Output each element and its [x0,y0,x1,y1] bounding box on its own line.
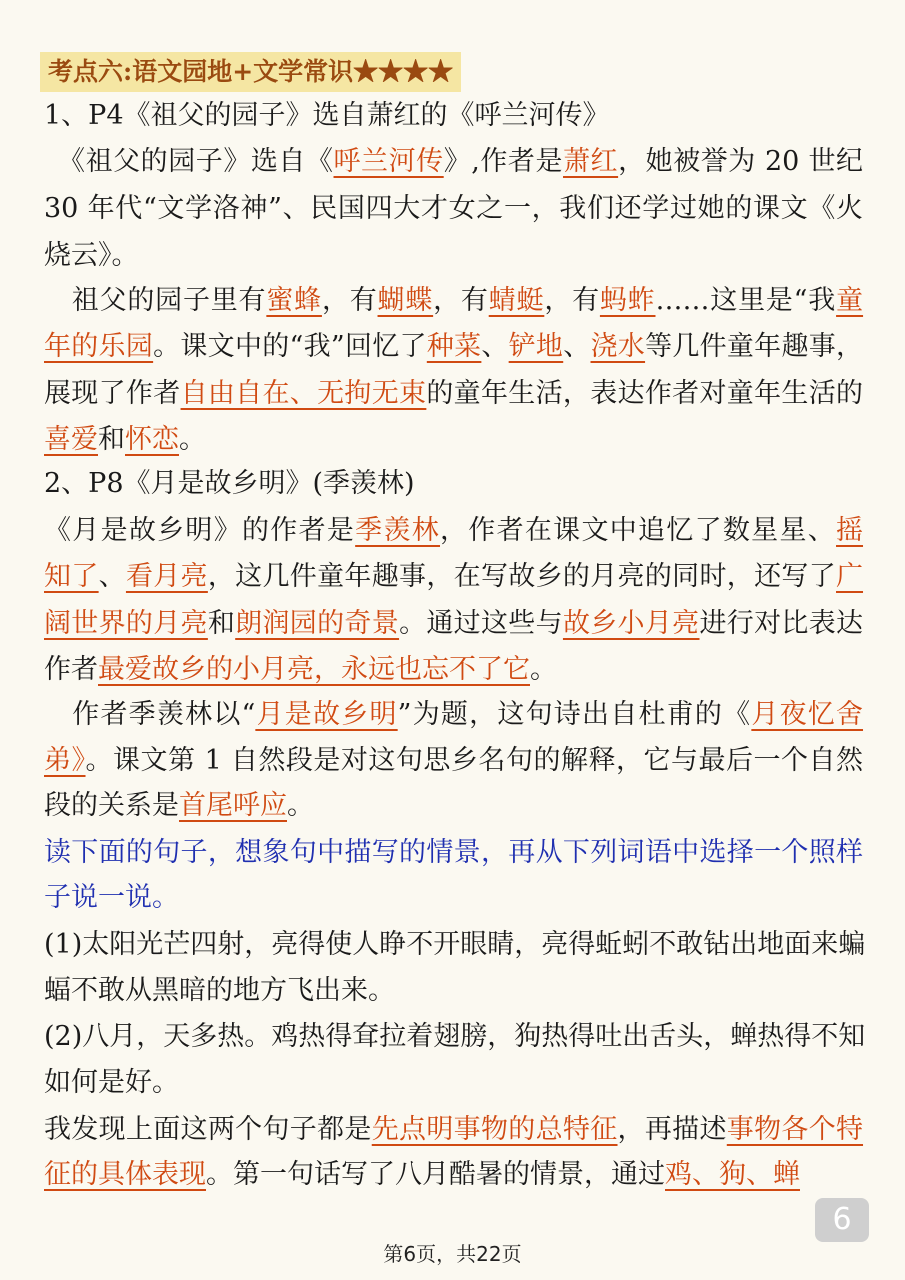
highlighted-answer: 阔世界的月亮 [44,608,208,639]
highlighted-answer: 喜爱 [44,424,98,455]
highlighted-answer: 种菜 [426,331,482,362]
text-line [44,833,863,877]
text-line [44,281,863,325]
text-segment: 等几件童年趣事， [645,331,864,362]
text-line [44,604,863,648]
page-number-badge: 6 [815,1198,869,1242]
text-line [44,971,863,1015]
text-segment: 和 [98,424,125,455]
text-line [44,1017,866,1061]
text-line [44,695,863,739]
text-segment: ，再描述 [617,1114,727,1145]
highlighted-answer: 首尾呼应 [179,790,287,821]
instruction-text: 读下面的句子，想象句中描写的情景，再从下列词语中选择一个照样 [44,837,863,868]
text-line [44,511,863,555]
highlighted-answer: 年的乐园 [44,331,154,362]
text-line [44,420,863,464]
highlighted-answer: 弟》 [44,745,86,776]
text-segment: (1)太阳光芒四射，亮得使人睁不开眼睛，亮得蚯蚓不敢钻出地面来蝙 [44,929,866,960]
text-segment: 。课文中的“我”回忆了 [153,331,427,362]
highlighted-answer: 摇 [836,515,864,546]
text-segment: 、 [481,331,509,362]
highlighted-answer: 蚂蚱 [599,285,656,316]
text-segment: 2、P8《月是故乡明》(季羡林) [44,468,415,499]
text-line [44,236,863,280]
text-segment: 、 [98,561,126,592]
highlighted-answer: 萧红 [563,146,619,177]
text-segment: 作者 [44,654,98,685]
text-line [44,142,863,186]
highlighted-answer: 自由自在、无拘无束 [180,378,427,409]
text-segment: 、 [563,331,591,362]
text-segment: 如何是好。 [44,1067,179,1098]
text-segment: ”为题，这句诗出自杜甫的《 [397,699,752,730]
text-segment: 《祖父的园子》选自《 [44,146,334,177]
highlighted-answer: 怀恋 [125,424,179,455]
highlighted-answer: 蜜蜂 [266,285,322,316]
text-line [44,189,863,233]
instruction-text: 子说一说。 [44,882,179,913]
text-segment: 。课文第 1 自然段是对这句思乡名句的解释，它与最后一个自然 [85,745,864,776]
text-segment: 》,作者是 [443,146,564,177]
text-segment: 。通过这些与 [399,608,563,639]
text-segment: ，作者在课文中追忆了数星星、 [440,515,837,546]
highlighted-answer: 浇水 [590,331,646,362]
text-segment: 展现了作者 [44,378,181,409]
text-segment: 和 [207,608,236,639]
highlighted-answer: 征的具体表现 [44,1159,206,1190]
text-segment: 进行对比表达 [699,608,864,639]
text-segment: 。 [530,654,557,685]
highlighted-answer: 朗润园的奇景 [235,608,400,639]
highlighted-answer: 知了 [44,561,99,592]
highlighted-answer: 铲地 [508,331,564,362]
text-segment: ，有 [321,285,378,316]
text-segment: 蝠不敢从黑暗的地方飞出来。 [44,975,395,1006]
text-segment: ，有 [544,285,600,316]
highlighted-answer: 鸡、狗、蝉 [665,1159,800,1190]
text-segment: 段的关系是 [44,790,179,821]
text-segment: ，有 [433,285,489,316]
text-line [44,96,863,140]
text-segment: 。第一句话写了八月酷暑的情景，通过 [206,1159,665,1190]
text-segment: 祖父的园子里有 [44,285,267,316]
text-segment: 。 [287,790,314,821]
highlighted-answer: 季羡林 [355,515,441,546]
highlighted-answer: 蝴蝶 [377,285,434,316]
highlighted-answer: 广 [836,561,864,592]
text-line [44,925,866,969]
text-segment: 作者季羡林以“ [44,699,256,730]
text-segment: (2)八月，天多热。鸡热得耷拉着翅膀，狗热得吐出舌头，蝉热得不知 [44,1021,866,1052]
text-segment: 我发现上面这两个句子都是 [44,1114,372,1145]
text-segment: ，她被誉为 20 世纪 [618,146,863,177]
text-segment: ……这里是“我 [655,285,837,316]
text-segment: 的童年生活，表达作者对童年生活的 [426,378,864,409]
highlighted-answer: 最爱故乡的小月亮，永远也忘不了它 [98,654,530,685]
highlighted-answer: 月是故乡明 [255,699,398,730]
section-heading: 考点六:语文园地+文学常识★★★★ [40,52,461,92]
text-segment: ，这几件童年趣事，在写故乡的月亮的同时，还写了 [207,561,837,592]
highlighted-answer: 月夜忆舍 [751,699,864,730]
page-footer: 第6页，共22页 [383,1242,522,1266]
text-segment: 《月是故乡明》的作者是 [44,515,356,546]
highlighted-answer: 事物各个特 [726,1114,864,1145]
text-line [44,1155,863,1199]
text-line [44,650,863,694]
highlighted-answer: 先点明事物的总特征 [371,1114,618,1145]
text-segment: 30 年代“文学洛神”、民国四大才女之一，我们还学过她的课文《火 [44,193,863,224]
highlighted-answer: 蜻蜓 [488,285,545,316]
text-line [44,374,863,418]
text-line [44,1110,863,1154]
text-line [44,464,863,508]
text-segment: 1、P4《祖父的园子》选自萧红的《呼兰河传》 [44,100,610,131]
text-segment: 。 [179,424,206,455]
text-line [44,1063,863,1107]
text-line [44,327,863,371]
highlighted-answer: 童 [836,285,864,316]
highlighted-answer: 故乡小月亮 [562,608,700,639]
text-line [44,878,863,922]
text-line [44,557,863,601]
text-segment: 烧云》。 [44,240,139,271]
text-line [44,741,863,785]
text-line [44,786,863,830]
highlighted-answer: 看月亮 [125,561,208,592]
highlighted-answer: 呼兰河传 [333,146,444,177]
